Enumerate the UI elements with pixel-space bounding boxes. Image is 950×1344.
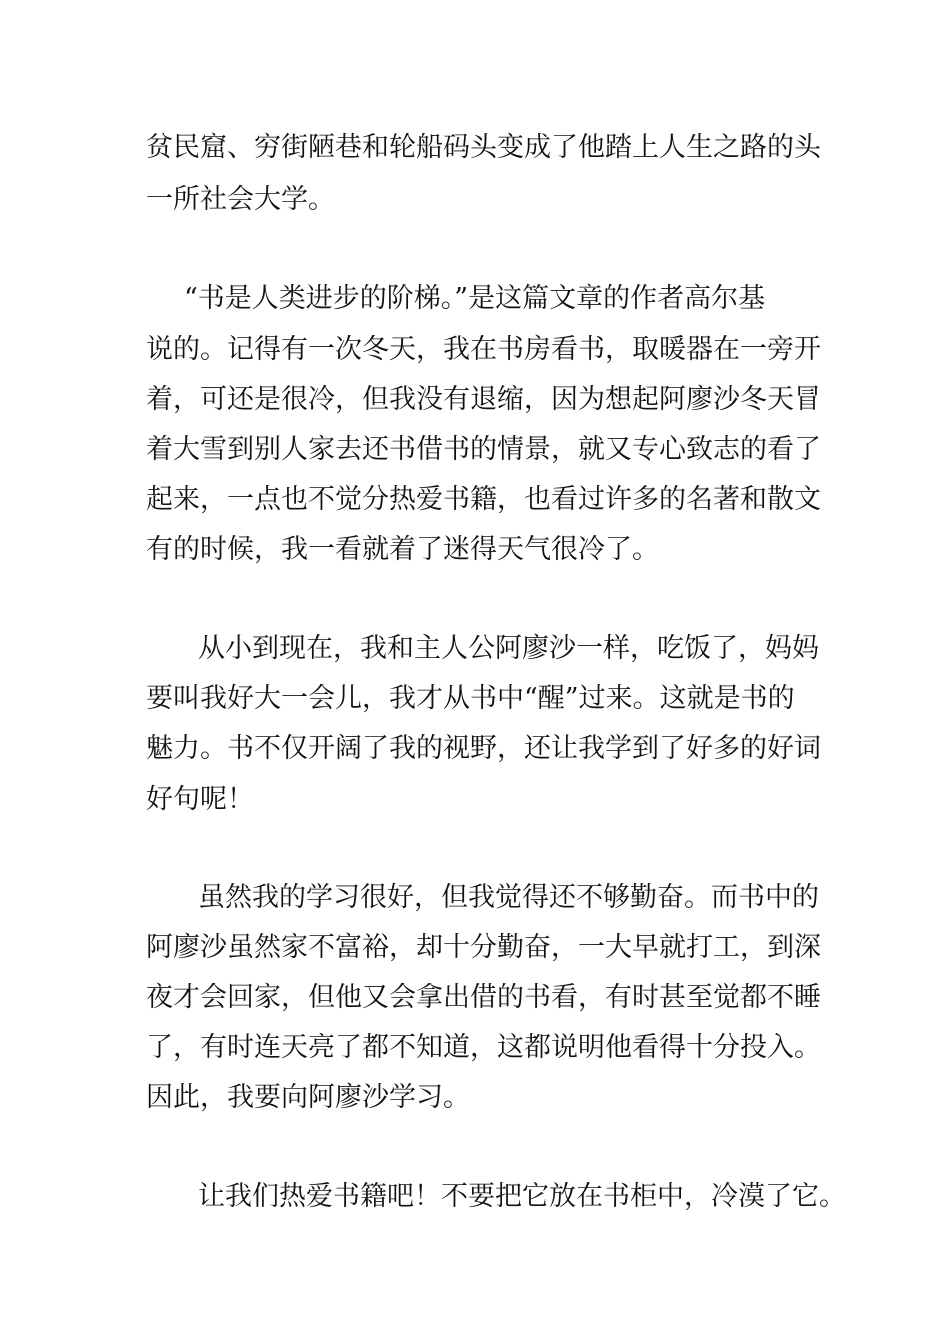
text-line-5: 着，可还是很冷，但我没有退缩，因为想起阿廖沙冬天冒 bbox=[146, 384, 821, 415]
text-line-4: 说的。记得有一次冬天，我在书房看书，取暖器在一旁开 bbox=[146, 334, 821, 365]
text-line-6: 着大雪到别人家去还书借书的情景，就又专心致志的看了 bbox=[146, 434, 821, 465]
text-line-2: 一所社会大学。 bbox=[146, 184, 335, 215]
text-line-15: 夜才会回家，但他又会拿出借的书看，有时甚至觉都不睡 bbox=[146, 982, 821, 1013]
text-line-18: 让我们热爱书籍吧！不要把它放在书柜中，冷漠了它。 bbox=[198, 1181, 846, 1212]
text-line-11: 魅力。书不仅开阔了我的视野，还让我学到了好多的好词 bbox=[146, 733, 821, 764]
text-line-10: 要叫我好大一会儿，我才从书中“醒”过来。这就是书的 bbox=[146, 683, 795, 714]
text-line-7: 起来，一点也不觉分热爱书籍，也看过许多的名著和散文 bbox=[146, 484, 821, 515]
text-line-14: 阿廖沙虽然家不富裕，却十分勤奋，一大早就打工，到深 bbox=[146, 932, 821, 963]
text-line-3: “书是人类进步的阶梯。”是这篇文章的作者高尔基 bbox=[184, 283, 766, 314]
text-line-12: 好句呢！ bbox=[146, 784, 254, 815]
text-line-16: 了，有时连天亮了都不知道，这都说明他看得十分投入。 bbox=[146, 1032, 821, 1063]
text-line-9: 从小到现在，我和主人公阿廖沙一样，吃饭了，妈妈 bbox=[198, 633, 819, 664]
text-line-1: 贫民窟、穷街陋巷和轮船码头变成了他踏上人生之路的头 bbox=[146, 132, 821, 163]
text-line-13: 虽然我的学习很好，但我觉得还不够勤奋。而书中的 bbox=[198, 882, 819, 913]
text-line-8: 有的时候，我一看就着了迷得天气很冷了。 bbox=[146, 534, 659, 565]
text-line-17: 因此，我要向阿廖沙学习。 bbox=[146, 1082, 470, 1113]
